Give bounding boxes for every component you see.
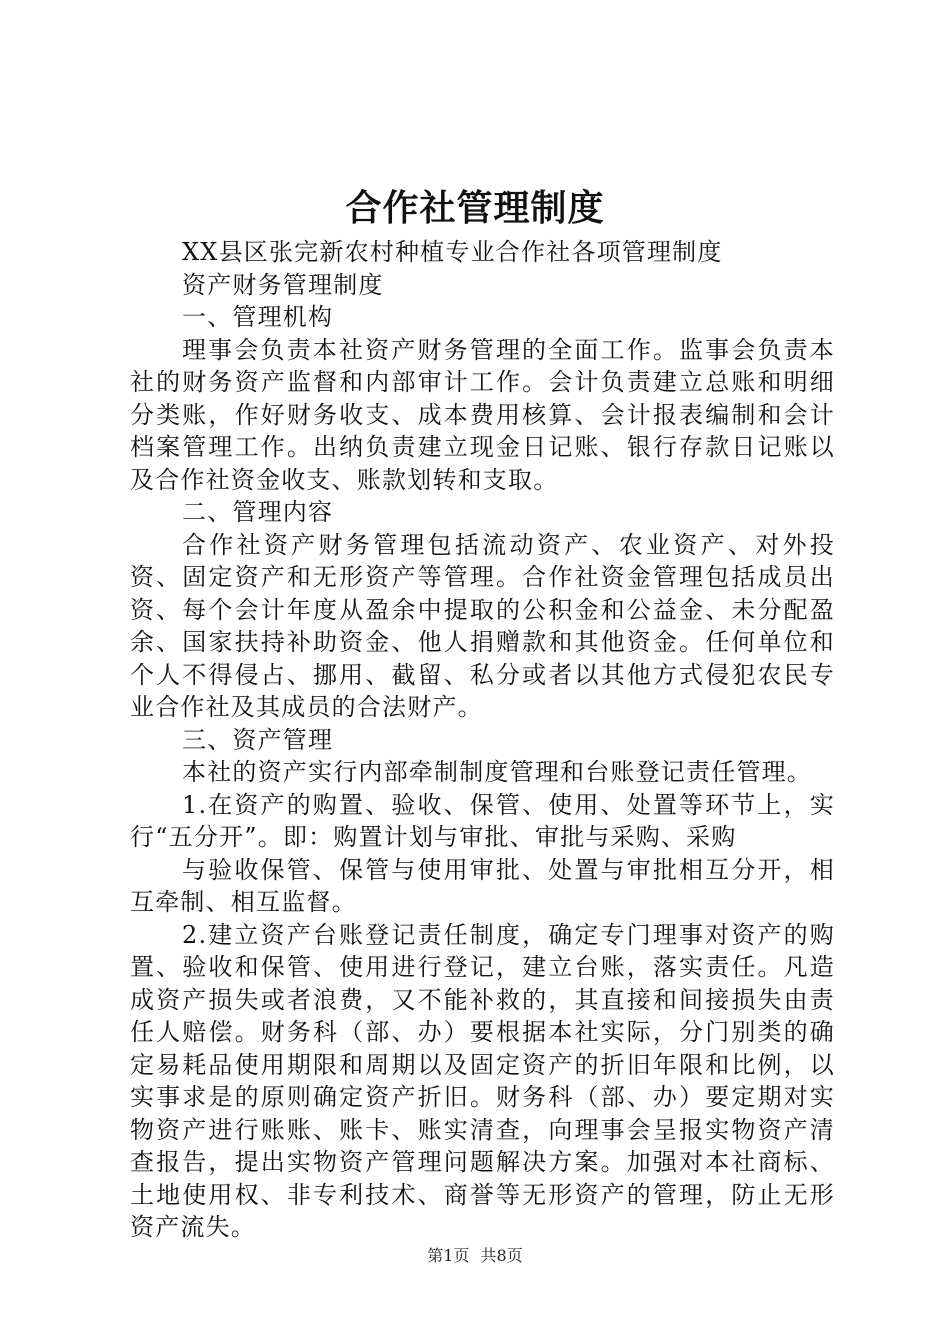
page-number: 第1页 bbox=[427, 1246, 470, 1265]
document-title: 合作社管理制度 bbox=[345, 187, 605, 229]
paragraph-item-1: 1.在资产的购置、验收、保管、使用、处置等环节上，实行“五分开”。即：购置计划与审批、审批与采购、采购 bbox=[130, 790, 835, 851]
paragraph-management-organization: 理事会负责本社资产财务管理的全面工作。监事会负责本社的财务资产监督和内部审计工作。会计负责建立总账和明细分类账，作好财务收支、成本费用核算、会计报表编制和会计档案管理工作。出纳负责建立现金日记账、银行存款日记账以及合作社资金收支、账款划转和支取。 bbox=[130, 335, 835, 494]
paragraph-cooperative-name: XX县区张完新农村种植专业合作社各项管理制度 bbox=[182, 238, 723, 266]
page-total: 共8页 bbox=[480, 1246, 523, 1265]
paragraph-heading-management-organization: 一、管理机构 bbox=[182, 303, 334, 331]
paragraph-heading-asset-management: 三、资产管理 bbox=[182, 725, 334, 754]
paragraph-item-1-continued: 与验收保管、保管与使用审批、处置与审批相互分开，相互牵制、相互监督。 bbox=[130, 855, 835, 916]
document-body bbox=[130, 236, 835, 1244]
paragraph-management-content: 合作社资产财务管理包括流动资产、农业资产、对外投资、固定资产和无形资产等管理。合作社资金管理包括成员出资、每个会计年度从盈余中提取的公积金和公益金、未分配盈余、国家扶持补助资金、他人捐赠款和其他资金。任何单位和个人不得侵占、挪用、截留、私分或者以其他方式侵犯农民专业合作社及其成员的合法财产。 bbox=[130, 530, 835, 721]
paragraph-heading-management-content: 二、管理内容 bbox=[182, 498, 334, 526]
paragraph-asset-management-intro: 本社的资产实行内部牵制制度管理和台账登记责任管理。 bbox=[182, 758, 812, 786]
page-footer bbox=[0, 1245, 950, 1267]
paragraph-section-heading: 资产财务管理制度 bbox=[182, 270, 384, 299]
paragraph-item-2: 2.建立资产台账登记责任制度，确定专门理事对资产的购置、验收和保管、使用进行登记，建立台账，落实责任。凡造成资产损失或者浪费，又不能补救的，其直接和间接损失由责任人赔偿。财务科（部、办）要根据本社实际，分门别类的确定易耗品使用期限和周期以及固定资产的折旧年限和比例，以实事求是的原则确定资产折旧。财务科（部、办）要定期对实物资产进行账账、账卡、账实清查，向理事会呈报实物资产清查报告，提出实物资产管理问题解决方案。加强对本社商标、土地使用权、非专利技术、商誉等无形资产的管理，防止无形资产流失。 bbox=[130, 920, 835, 1241]
